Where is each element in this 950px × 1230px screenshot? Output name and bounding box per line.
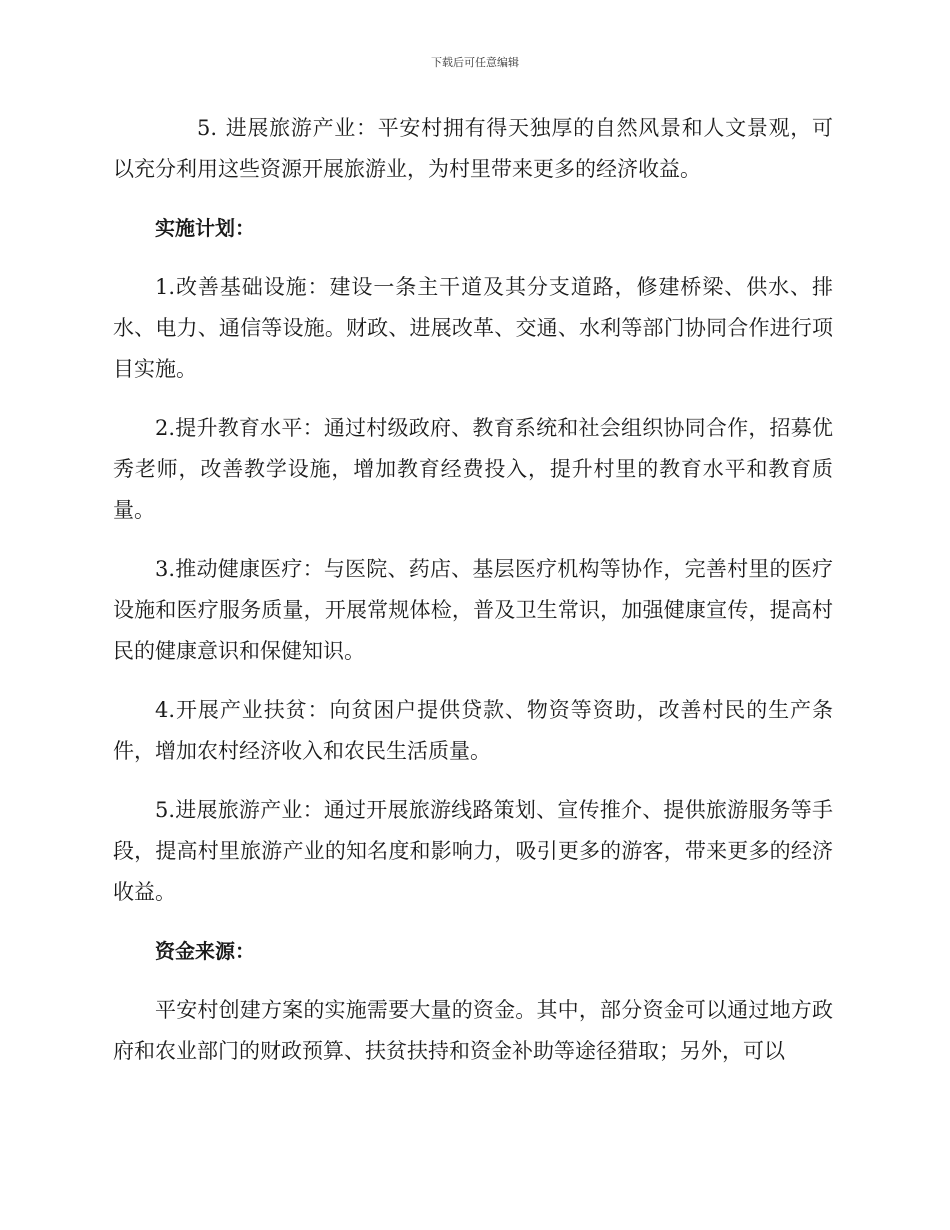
plan-item-4: 4.开展产业扶贫：向贫困户提供贷款、物资等资助，改善村民的生产条件，增加农村经济收入和农民生活质量。 — [113, 698, 833, 763]
document-body — [113, 108, 833, 1072]
intro-item-number: 5. — [197, 116, 218, 140]
page-header: 下载后可任意编辑 — [431, 56, 519, 69]
funding-heading: 资金来源： — [155, 939, 255, 963]
intro-item — [113, 108, 833, 190]
plan-heading: 实施计划： — [155, 216, 255, 240]
plan-item-1: 1.改善基础设施：建设一条主干道及其分支道路，修建桥梁、供水、排水、电力、通信等设施。财政、进展改革、交通、水利等部门协同合作进行项目实施。 — [113, 275, 833, 381]
plan-item-3: 3.推动健康医疗：与医院、药店、基层医疗机构等协作，完善村里的医疗设施和医疗服务质量，开展常规体检，普及卫生常识，加强健康宣传，提高村民的健康意识和保健知识。 — [113, 557, 833, 663]
plan-item-2: 2.提升教育水平：通过村级政府、教育系统和社会组织协同合作，招募优秀老师，改善教学设施，增加教育经费投入，提升村里的教育水平和教育质量。 — [113, 416, 833, 522]
intro-item-text: 进展旅游产业：平安村拥有得天独厚的自然风景和人文景观，可以充分利用这些资源开展旅游业，为村里带来更多的经济收益。 — [113, 116, 833, 181]
funding-paragraph: 平安村创建方案的实施需要大量的资金。其中，部分资金可以通过地方政府和农业部门的财政预算、扶贫扶持和资金补助等途径猎取；另外，可以 — [113, 998, 833, 1063]
plan-item-5: 5.进展旅游产业：通过开展旅游线路策划、宣传推介、提供旅游服务等手段，提高村里旅游产业的知名度和影响力，吸引更多的游客，带来更多的经济收益。 — [113, 798, 833, 904]
